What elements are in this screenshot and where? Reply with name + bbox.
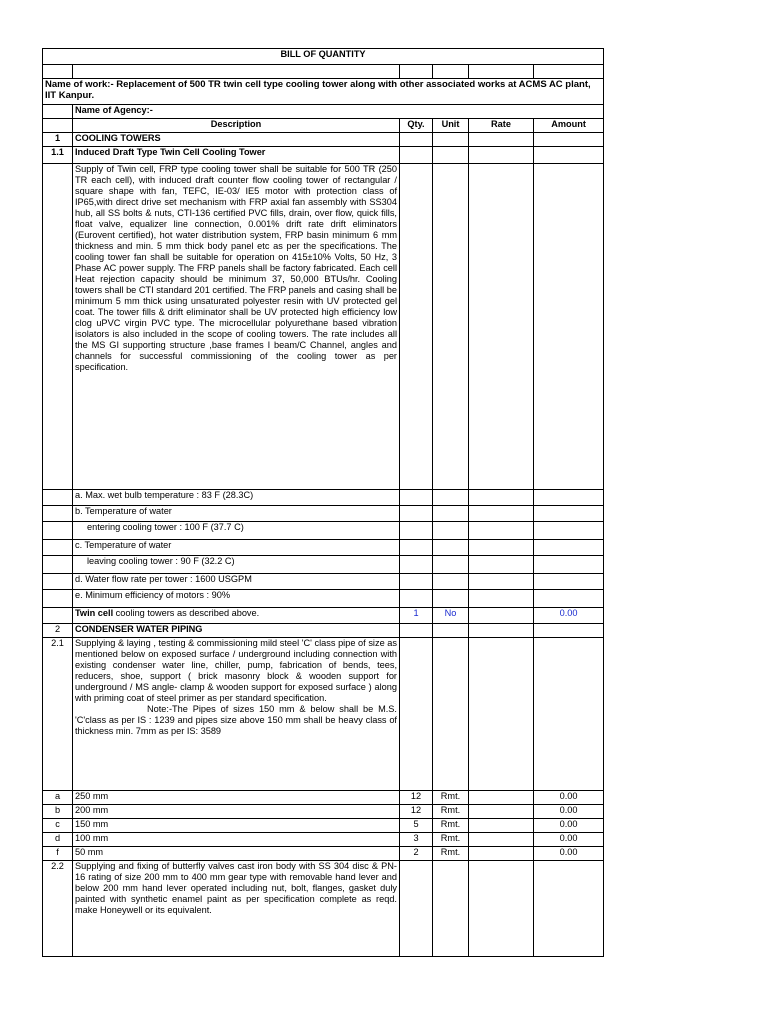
pipe-unit: Rmt. xyxy=(433,791,469,805)
item-number: 2.1 xyxy=(43,638,73,791)
pipe-row xyxy=(43,819,604,833)
col-rate: Rate xyxy=(469,119,534,133)
pipe-qty: 3 xyxy=(400,833,433,847)
section-number: 2 xyxy=(43,624,73,638)
agency-name: Name of Agency:- xyxy=(73,105,604,119)
section-title: COOLING TOWERS xyxy=(73,133,400,147)
pipe-unit: Rmt. xyxy=(433,847,469,861)
col-unit: Unit xyxy=(433,119,469,133)
pipe-id: f xyxy=(43,847,73,861)
spec-line: a. Max. wet bulb temperature : 83 F (28.3C) xyxy=(73,490,400,506)
spec-line: c. Temperature of water xyxy=(73,540,400,556)
spec-row xyxy=(43,540,604,556)
section-number: 1 xyxy=(43,133,73,147)
spec-line: entering cooling tower : 100 F (37.7 C) xyxy=(73,522,400,540)
pipe-amount: 0.00 xyxy=(534,791,604,805)
work-name: Name of work:- Replacement of 500 TR twin cell type cooling tower along with other associated works at ACMS AC plant, IIT Kanpur. xyxy=(43,79,604,105)
pipe-row xyxy=(43,833,604,847)
col-amount: Amount xyxy=(534,119,604,133)
pipe-qty: 5 xyxy=(400,819,433,833)
pipe-size: 100 mm xyxy=(73,833,400,847)
pipe-amount: 0.00 xyxy=(534,833,604,847)
twin-cell-bold: Twin cell xyxy=(75,608,114,618)
pipe-qty: 12 xyxy=(400,791,433,805)
item-number: 1.1 xyxy=(43,147,73,164)
table-title: BILL OF QUANTITY xyxy=(43,49,604,65)
item-number: 2.2 xyxy=(43,861,73,957)
spec-row xyxy=(43,506,604,522)
section-row xyxy=(43,133,604,147)
pipe-size: 50 mm xyxy=(73,847,400,861)
spec-row xyxy=(43,574,604,590)
pipe-amount: 0.00 xyxy=(534,805,604,819)
pipe-id: a xyxy=(43,791,73,805)
pipe-qty: 2 xyxy=(400,847,433,861)
spec-row xyxy=(43,556,604,574)
item-description-row xyxy=(43,164,604,490)
spec-line: leaving cooling tower : 90 F (32.2 C) xyxy=(73,556,400,574)
pipe-id: d xyxy=(43,833,73,847)
pipe-amount: 0.00 xyxy=(534,819,604,833)
item-description-row xyxy=(43,638,604,791)
pipe-amount: 0.00 xyxy=(534,847,604,861)
pipe-size: 250 mm xyxy=(73,791,400,805)
spec-row xyxy=(43,590,604,608)
bill-of-quantity-table xyxy=(42,48,604,957)
item-title: Induced Draft Type Twin Cell Cooling Tower xyxy=(73,147,400,164)
item-description-row xyxy=(43,861,604,957)
pipe-id: c xyxy=(43,819,73,833)
spec-line: d. Water flow rate per tower : 1600 USGPM xyxy=(73,574,400,590)
twin-cell-rest: cooling towers as described above. xyxy=(113,608,260,618)
spec-row xyxy=(43,490,604,506)
pipe-row xyxy=(43,847,604,861)
header-row xyxy=(43,119,604,133)
pipe-size: 200 mm xyxy=(73,805,400,819)
pipe-size: 150 mm xyxy=(73,819,400,833)
section-row xyxy=(43,624,604,638)
spec-line: b. Temperature of water xyxy=(73,506,400,522)
col-qty: Qty. xyxy=(400,119,433,133)
twin-cell-qty: 1 xyxy=(400,608,433,624)
item-description xyxy=(73,638,400,791)
item-note: Note:-The Pipes of sizes 150 mm & below shall be M.S. 'C'class as per IS : 1239 and pipes size above 150 mm shall be heavy class of thickness min. 7mm as per IS: 3589 xyxy=(75,704,397,736)
twin-cell-description xyxy=(73,608,400,624)
twin-cell-row xyxy=(43,608,604,624)
item-description-text: Supplying & laying , testing & commissioning mild steel 'C' class pipe of size as mentioned below on exposed surface / underground including connection with existing condenser water line, chiller, pump, fabrication of bends, tees, reducers, shoe, support ( brick masonry block & wooden support for underground / MS angle- clamp & wooden support for exposed surface ) along with priming coat of steel primer as per standard specification. xyxy=(75,638,397,703)
spec-line: e. Minimum efficiency of motors : 90% xyxy=(73,590,400,608)
pipe-unit: Rmt. xyxy=(433,833,469,847)
spec-row xyxy=(43,522,604,540)
blank-row xyxy=(43,65,604,79)
twin-cell-amount: 0.00 xyxy=(534,608,604,624)
col-description: Description xyxy=(73,119,400,133)
item-row xyxy=(43,147,604,164)
pipe-unit: Rmt. xyxy=(433,805,469,819)
pipe-row xyxy=(43,805,604,819)
item-description: Supplying and fixing of butterfly valves cast iron body with SS 304 disc & PN-16 rating of size 200 mm to 400 mm gear type with removable hand lever and below 200 mm hand lever operated including nut, bolt, flanges, gasket duly painted with synthetic enamel paint as per specification complete as reqd. make Honeywell or its equivalent. xyxy=(73,861,400,957)
pipe-id: b xyxy=(43,805,73,819)
pipe-qty: 12 xyxy=(400,805,433,819)
pipe-unit: Rmt. xyxy=(433,819,469,833)
item-description: Supply of Twin cell, FRP type cooling tower shall be suitable for 500 TR (250 TR each cell), with induced draft counter flow cooling tower of rectangular / square shape with fan, TEFC, IE-03/ IE5 motor with protection class of IP65,with direct drive set mechanism with FRP axial fan assembly with SS304 hub, all SS bolts & nuts, CTI-136 certified PVC fills, drain, over flow, quick fills, float valve, equalizer line connection, 0.001% drift rate drift eliminators (Eurovent certified), hot water distribution system, FRP basin minimum 6 mm thickness and min. 5 mm thick body panel etc as per the specifications. The cooling tower fan shall be suitable for operation on 415±10% Volts, 50 Hz, 3 Phase AC power supply. The FRP panels shall be factory fabricated. Each cell Heat rejection capacity should be minimum 37, 50,000 BTUs/hr. Cooling towers shall be CTI standard 201 certified. The FRP panels and casing shall be minimum 5 mm thick using unsaturated polyester resin with UV protected gel coat. The tower fills & drift eliminator shall be UV protected high efficiency low clog uPVC virgin PVC type. The microcellular polyurethane based vibration isolators is also included in the scope of cooling towers. The rate includes all the MS GI supporting structure ,base frames I beam/C Channel, angles and channels for successful commissioning of the cooling tower as per specification. xyxy=(73,164,400,490)
section-title: CONDENSER WATER PIPING xyxy=(73,624,400,638)
pipe-row xyxy=(43,791,604,805)
twin-cell-unit: No xyxy=(433,608,469,624)
